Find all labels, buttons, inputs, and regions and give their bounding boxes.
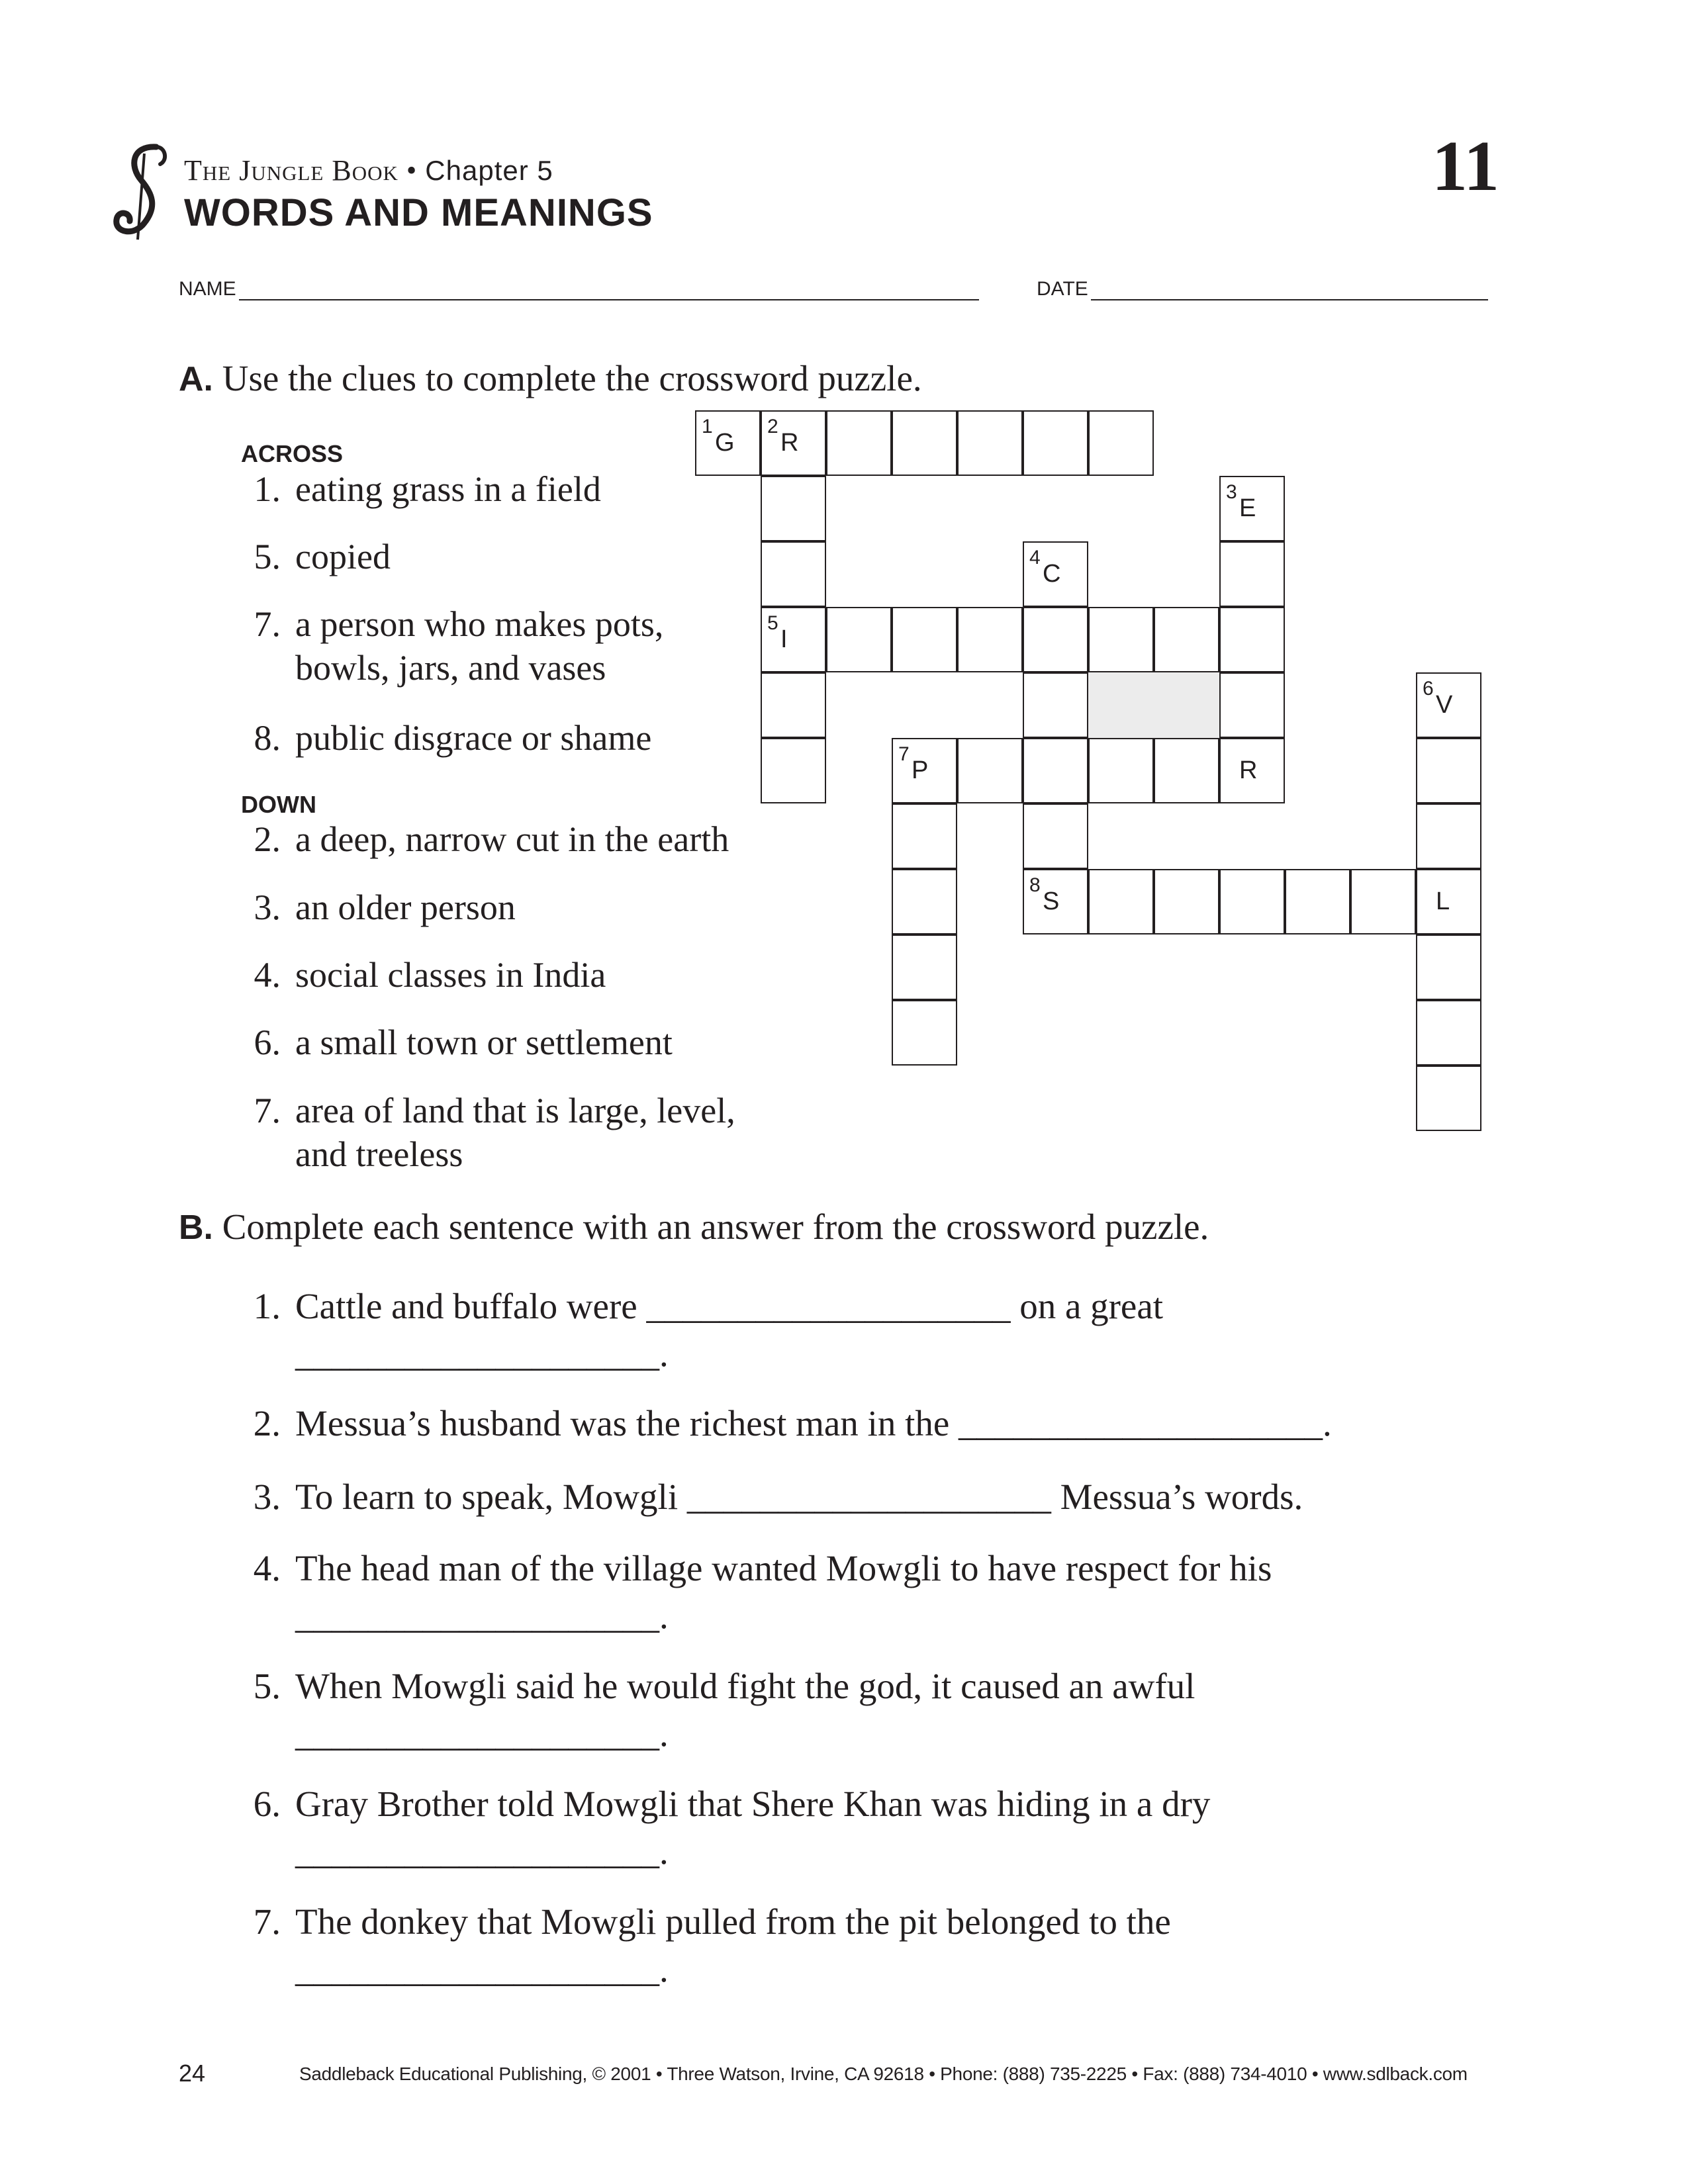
crossword-cell[interactable] — [1350, 869, 1416, 934]
crossword-cell[interactable] — [695, 410, 761, 476]
crossword-cell[interactable] — [826, 607, 892, 672]
section-b-label: B. — [179, 1208, 213, 1247]
down-clue-number: 4. — [254, 955, 281, 995]
section-a-text: Use the clues to complete the crossword puzzle. — [222, 358, 922, 398]
cell-clue-number: 6 — [1423, 678, 1434, 700]
cell-clue-number: 8 — [1029, 874, 1041, 896]
name-label: NAME — [179, 278, 236, 300]
across-heading: ACROSS — [241, 440, 344, 467]
crossword-cell[interactable] — [1023, 803, 1088, 869]
sentence-number: 7. — [253, 1901, 281, 1942]
worksheet-number: 11 — [1431, 127, 1499, 206]
across-clue-1 — [241, 467, 601, 511]
crossword-cell[interactable] — [1023, 672, 1088, 738]
crossword-cell[interactable] — [1416, 869, 1481, 934]
crossword-cell[interactable] — [1416, 1000, 1481, 1066]
section-a-label: A. — [179, 360, 213, 398]
crossword-cell[interactable] — [761, 541, 826, 607]
down-clue-number: 2. — [254, 819, 281, 859]
crossword-cell[interactable] — [892, 410, 957, 476]
cell-clue-number: 3 — [1226, 481, 1237, 503]
crossword-cell[interactable] — [1416, 738, 1481, 803]
across-clue-2 — [241, 535, 391, 578]
crossword-cell[interactable] — [1023, 607, 1088, 672]
sentence-text: Gray Brother told Mowgli that Shere Khan was hiding in a dry ____________________. — [295, 1784, 1211, 1872]
cell-letter: R — [1239, 756, 1258, 784]
sentence-text: Messua’s husband was the richest man in the ____________________. — [295, 1403, 1332, 1443]
sentence-text: The donkey that Mowgli pulled from the pit belonged to the ____________________. — [295, 1901, 1171, 1989]
footer-credit: Saddleback Educational Publishing, © 2001 • Three Watson, Irvine, CA 92618 • Phone: (888) 735-2225 • Fax: (888) 734-4010 • www.sdlback.com — [299, 2064, 1468, 2084]
cell-clue-number: 4 — [1029, 547, 1041, 569]
crossword-cell[interactable] — [1088, 738, 1154, 803]
crossword-cell[interactable] — [1219, 476, 1285, 541]
crossword-cell[interactable] — [957, 410, 1023, 476]
crossword-cell — [1088, 672, 1154, 738]
across-clue-number: 1. — [254, 469, 281, 509]
sentence-1 — [241, 1283, 1163, 1378]
crossword-cell[interactable] — [1023, 410, 1088, 476]
crossword-cell[interactable] — [1416, 803, 1481, 869]
crossword-cell[interactable] — [1088, 410, 1154, 476]
crossword-cell[interactable] — [1219, 541, 1285, 607]
cell-letter: I — [780, 625, 788, 653]
crossword-cell[interactable] — [892, 607, 957, 672]
down-clue-number: 6. — [254, 1023, 281, 1062]
crossword-cell[interactable] — [892, 869, 957, 934]
name-line[interactable] — [239, 281, 979, 300]
date-field[interactable] — [1037, 278, 1488, 300]
down-clue-2 — [241, 886, 516, 929]
book-title: The Jungle Book — [184, 154, 399, 187]
sentence-text: When Mowgli said he would fight the god, it caused an awful ____________________. — [295, 1666, 1196, 1754]
crossword-cell[interactable] — [892, 1000, 957, 1066]
crossword-cell[interactable] — [1219, 869, 1285, 934]
crossword-cell[interactable] — [761, 672, 826, 738]
crossword-cell[interactable] — [1154, 607, 1219, 672]
date-label: DATE — [1037, 278, 1088, 300]
across-clue-number: 5. — [254, 537, 281, 576]
across-clue-text: public disgrace or shame — [295, 718, 652, 758]
publisher-logo — [105, 140, 177, 246]
cell-letter: G — [715, 429, 735, 457]
crossword-cell[interactable] — [826, 410, 892, 476]
sentence-6 — [241, 1780, 1210, 1876]
down-clue-3 — [241, 953, 606, 997]
cell-clue-number: 7 — [898, 743, 910, 765]
cell-letter: R — [780, 429, 799, 457]
worksheet-title: WORDS AND MEANINGS — [184, 191, 653, 234]
crossword-cell[interactable] — [1219, 672, 1285, 738]
cell-clue-number: 1 — [702, 416, 713, 437]
cell-clue-number: 2 — [767, 416, 778, 437]
down-clue-number: 7. — [254, 1091, 281, 1130]
crossword-cell[interactable] — [957, 607, 1023, 672]
book-chapter-line — [184, 154, 553, 187]
crossword-cell[interactable] — [892, 738, 957, 803]
cell-letter: P — [912, 756, 929, 784]
sentence-2 — [241, 1400, 1332, 1447]
cell-letter: S — [1043, 887, 1060, 915]
sentence-number: 5. — [253, 1666, 281, 1706]
footer-page-number: 24 — [179, 2060, 206, 2087]
crossword-cell[interactable] — [1285, 869, 1350, 934]
crossword-cell[interactable] — [1154, 869, 1219, 934]
cell-letter: V — [1436, 691, 1453, 719]
crossword-cell[interactable] — [1088, 869, 1154, 934]
down-heading: DOWN — [241, 791, 316, 818]
name-field[interactable] — [179, 278, 979, 300]
sentence-number: 4. — [253, 1548, 281, 1588]
down-clue-1 — [241, 817, 729, 861]
crossword-cell[interactable] — [1416, 934, 1481, 1000]
date-line[interactable] — [1091, 281, 1488, 300]
crossword-cell[interactable] — [1219, 738, 1285, 803]
down-clue-5 — [241, 1089, 735, 1176]
across-clue-number: 8. — [254, 718, 281, 758]
crossword-cell[interactable] — [1219, 607, 1285, 672]
across-clue-text: eating grass in a field — [295, 469, 601, 509]
crossword-cell[interactable] — [1154, 738, 1219, 803]
crossword-cell[interactable] — [761, 738, 826, 803]
down-clue-text: social classes in India — [295, 955, 606, 995]
crossword-cell[interactable] — [761, 476, 826, 541]
across-clue-number: 7. — [254, 604, 281, 644]
down-clue-text: an older person — [295, 887, 516, 927]
section-a-instruction — [179, 357, 922, 399]
sentence-number: 3. — [253, 1477, 281, 1517]
crossword-cell[interactable] — [761, 607, 826, 672]
down-clue-number: 3. — [254, 887, 281, 927]
cell-letter: L — [1436, 887, 1450, 915]
sentence-number: 6. — [253, 1784, 281, 1824]
sentence-text: The head man of the village wanted Mowgli to have respect for his ____________________. — [295, 1548, 1272, 1636]
crossword-cell[interactable] — [1023, 541, 1088, 607]
sentence-number: 1. — [253, 1286, 281, 1326]
sentence-4 — [241, 1545, 1272, 1640]
down-clue-text: a deep, narrow cut in the earth — [295, 819, 729, 859]
chapter-label: Chapter 5 — [425, 155, 553, 186]
sentence-3 — [241, 1473, 1303, 1521]
down-clue-text: a small town or settlement — [295, 1023, 673, 1062]
cell-letter: E — [1239, 494, 1256, 522]
across-clue-text: copied — [295, 537, 391, 576]
sentence-5 — [241, 1662, 1195, 1758]
sentence-text: Cattle and buffalo were ____________________ on a great ____________________. — [295, 1286, 1164, 1374]
down-clue-4 — [241, 1021, 673, 1064]
across-clue-text: a person who makes pots, bowls, jars, and vases — [295, 604, 664, 688]
section-b-instruction — [179, 1206, 1209, 1248]
separator: • — [406, 154, 418, 187]
crossword-cell[interactable] — [761, 410, 826, 476]
crossword-cell — [1154, 672, 1219, 738]
cell-letter: C — [1043, 560, 1061, 588]
crossword-cell[interactable] — [957, 738, 1023, 803]
cell-clue-number: 5 — [767, 612, 778, 634]
sentence-number: 2. — [253, 1403, 281, 1443]
section-b-text: Complete each sentence with an answer from the crossword puzzle. — [222, 1206, 1209, 1247]
sentence-7 — [241, 1898, 1171, 1993]
sentence-text: To learn to speak, Mowgli ____________________ Messua’s words. — [295, 1477, 1303, 1517]
down-clue-text: area of land that is large, level, and treeless — [295, 1091, 735, 1174]
across-clue-4 — [241, 716, 651, 760]
crossword-cell[interactable] — [1088, 607, 1154, 672]
crossword-cell[interactable] — [1416, 1066, 1481, 1131]
across-clue-3 — [241, 602, 663, 690]
crossword-cell[interactable] — [1416, 672, 1481, 738]
crossword-cell[interactable] — [892, 934, 957, 1000]
crossword-cell[interactable] — [1023, 738, 1088, 803]
crossword-cell[interactable] — [892, 803, 957, 869]
crossword-cell[interactable] — [1023, 869, 1088, 934]
